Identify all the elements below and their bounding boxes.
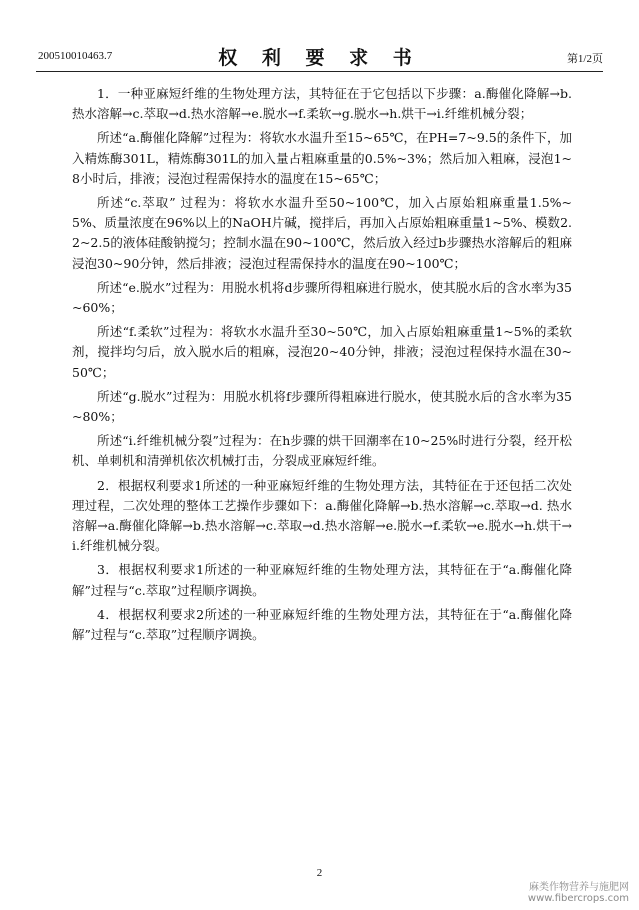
claim-4: 4．根据权利要求2所述的一种亚麻短纤维的生物处理方法，其特征在于“a.酶催化降解”过程与“c.萃取”过程顺序调换。 [72, 606, 572, 643]
watermark-url: www.fibercrops.com [527, 893, 629, 904]
claim-1-step-i: 所述“i.纤维机械分裂”过程为：在h步骤的烘干回潮率在10~25%时进行分裂，经开松机、单刺机和清弹机依次机械打击，分裂成亚麻短纤维。 [72, 433, 572, 469]
watermark-site-name: 麻类作物营养与施肥网 [529, 882, 629, 893]
claim-1-step-a: 所述“a.酶催化降解”过程为：将软水水温升至15~65℃，在PH=7~9.5的条件下，加入精炼酶301L，精炼酶301L的加入量占粗麻重量的0.5%~3%；然后加入粗麻，浸泡1~8小时后，排液；浸泡过程需保持水的温度在15~65℃； [72, 130, 572, 186]
claim-1-step-c: 所述“c.萃取” 过程为：将软水水温升至50~100℃，加入占原始粗麻重量1.5%~5%、质量浓度在96%以上的NaOH片碱，搅拌后，再加入占原始粗麻重量1~5%、模数2.2~2.5的液体硅酸钠搅匀；控制水温在90~100℃，然后放入经过b步骤热水溶解后的粗麻浸泡30~90分钟，然后排液；浸泡过程需保持水的温度在90~100℃； [72, 195, 572, 271]
claim-1-step-e: 所述“e.脱水”过程为：用脱水机将d步骤所得粗麻进行脱水，使其脱水后的含水率为35~60%； [72, 279, 572, 316]
page-indicator: 第1/2页 [566, 53, 603, 65]
claim-1-step-g: 所述“g.脱水”过程为：用脱水机将f步骤所得粗麻进行脱水，使其脱水后的含水率为35~80%； [72, 388, 572, 425]
claim-1-step-f: 所述“f.柔软”过程为：将软水水温升至30~50℃，加入占原始粗麻重量1~5%的柔软剂，搅拌均匀后，放入脱水后的粗麻，浸泡20~40分钟，排液；浸泡过程保持水温在30~50℃； [72, 324, 572, 380]
document-title: 权 利 要 求 书 [218, 47, 421, 69]
claim-1: 1．一种亚麻短纤维的生物处理方法，其特征在于它包括以下步骤：a.酶催化降解→b.热水溶解→c.萃取→d.热水溶解→e.脱水→f.柔软→g.脱水→h.烘干→i.纤维机械分裂； [72, 86, 572, 122]
claim-2: 2．根据权利要求1所述的一种亚麻短纤维的生物处理方法，其特征在于还包括二次处理过程，二次处理的整体工艺操作步骤如下：a.酶催化降解→b.热水溶解→c.萃取→d. 热水溶解→a.酶催化降解→b.热水溶解→c.萃取→d.热水溶解→e.脱水→f.柔软→e.脱水→h.烘干→i.纤维机械分裂。 [72, 477, 572, 554]
claims-body [72, 84, 572, 649]
watermark [528, 882, 629, 904]
claim-3: 3．根据权利要求1所述的一种亚麻短纤维的生物处理方法，其特征在于“a.酶催化降解”过程与“c.萃取”过程顺序调换。 [72, 562, 572, 598]
page-number: 2 [316, 867, 323, 879]
header-rule [36, 71, 603, 72]
application-number: 200510010463.7 [38, 50, 113, 62]
